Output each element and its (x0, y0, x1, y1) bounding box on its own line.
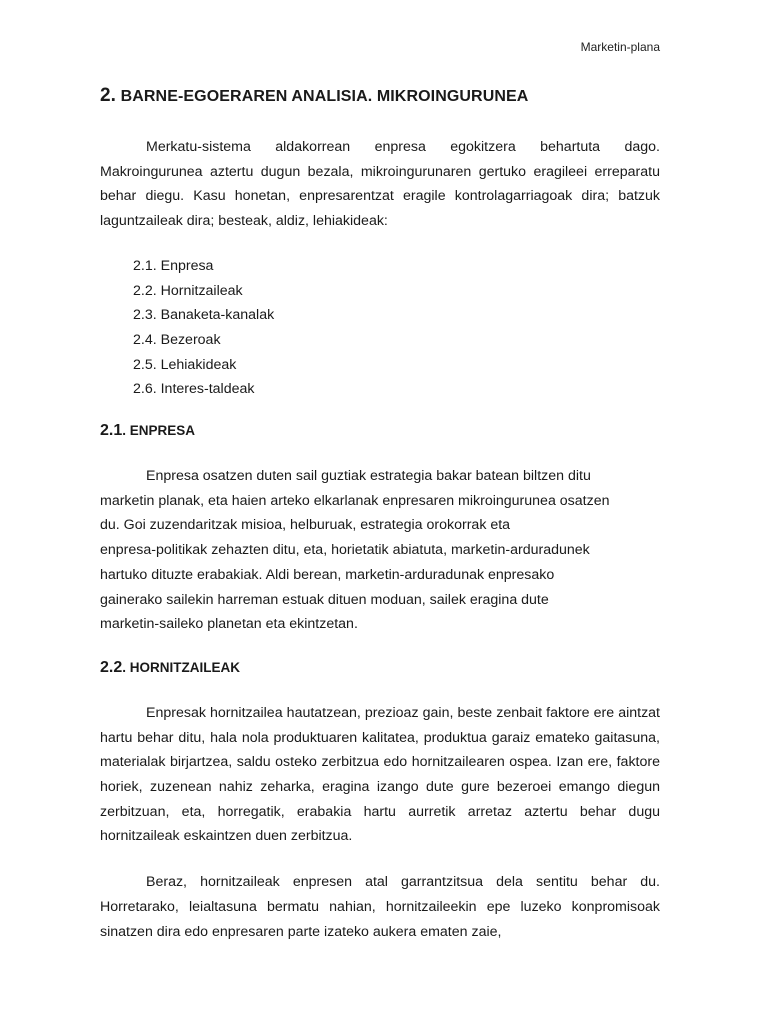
list-item: 2.3. Banaketa-kanalak (133, 307, 275, 324)
paragraph-line: hartuko dituzte erabakiak. Aldi berean, marketin-arduradunak enpresako (100, 566, 555, 583)
paragraph-line: du. Goi zuzendaritzak misioa, helburuak, estrategia orokorrak eta (100, 517, 511, 534)
section-number: 2.1 (100, 422, 123, 440)
paragraph-line: enpresa-politikak zehazten ditu, eta, horietatik abiatuta, marketin-arduradunek (100, 542, 590, 559)
intro-paragraph: Merkatu-sistema aldakorrean enpresa egokitzera behartuta dago. Makroingurunea aztertu dugun bezala, mikroingurunaren gertuko eragileei erreparatu behar diegu. Kasu honetan, enpresarentzat eragile kontrolagarriagoak dira; batzuk laguntzaileak dira; besteak, aldiz, lehiakideak: (100, 139, 660, 230)
running-header: Marketin-plana (580, 40, 660, 54)
paragraph-line: marketin planak, eta haien arteko elkarlanak enpresaren mikroingurunea osatzen (100, 492, 610, 509)
section-heading-2-2 (100, 657, 660, 679)
hornitzaileak-paragraph-1: Enpresak hornitzailea hautatzean, prezioaz gain, beste zenbait faktore ere aintzat hartu behar ditu, hala nola produktuaren kalitatea, produktua garaiz emateko gaitasuna, materialak birjartzea, saldu osteko zerbitzua edo hornitzailearen ospea. Izan ere, faktore horiek, zuzenean nahiz zeharka, eragina izango dute gure bezeroei emango diegun zerbitzuan, eta, horregatik, erabakia hartu aurretik arretaz aztertu behar dugu hornitzaileak eskaintzen duen zerbitzua. (100, 704, 660, 845)
section-list (100, 254, 660, 402)
list-item: 2.1. Enpresa (133, 257, 214, 274)
list-item: 2.4. Bezeroak (133, 331, 221, 348)
list-item: 2.6. Interes-taldeak (133, 381, 255, 398)
paragraph-line: marketin-saileko planetan eta ekintzetan. (100, 616, 358, 633)
section-number: 2. (100, 85, 117, 106)
list-item: 2.5. Lehiakideak (133, 356, 237, 373)
section-heading-2-1 (100, 420, 660, 442)
section-title: . HORNITZAILEAK (122, 659, 240, 675)
section-heading-2 (100, 84, 660, 109)
list-item: 2.2. Hornitzaileak (133, 282, 243, 299)
paragraph-line: Enpresa osatzen duten sail guztiak estrategia bakar batean biltzen ditu (146, 468, 591, 485)
enpresa-paragraph (100, 464, 660, 637)
section-title: BARNE-EGOERAREN ANALISIA. MIKROINGURUNEA (120, 88, 529, 105)
section-number: 2.2 (100, 658, 123, 676)
section-title: . ENPRESA (122, 423, 196, 439)
hornitzaileak-paragraph-2: Beraz, hornitzaileak enpresen atal garrantzitsua dela sentitu behar du. Horretarako, leialtasuna bermatu nahian, hornitzaileekin epe luzeko konpromisoak sinatzen dira edo enpresaren parte izateko aukera ematen zaie, (100, 874, 660, 940)
page-content (100, 84, 660, 944)
paragraph-line: gainerako sailekin harreman estuak dituen moduan, sailek eragina dute (100, 591, 549, 608)
